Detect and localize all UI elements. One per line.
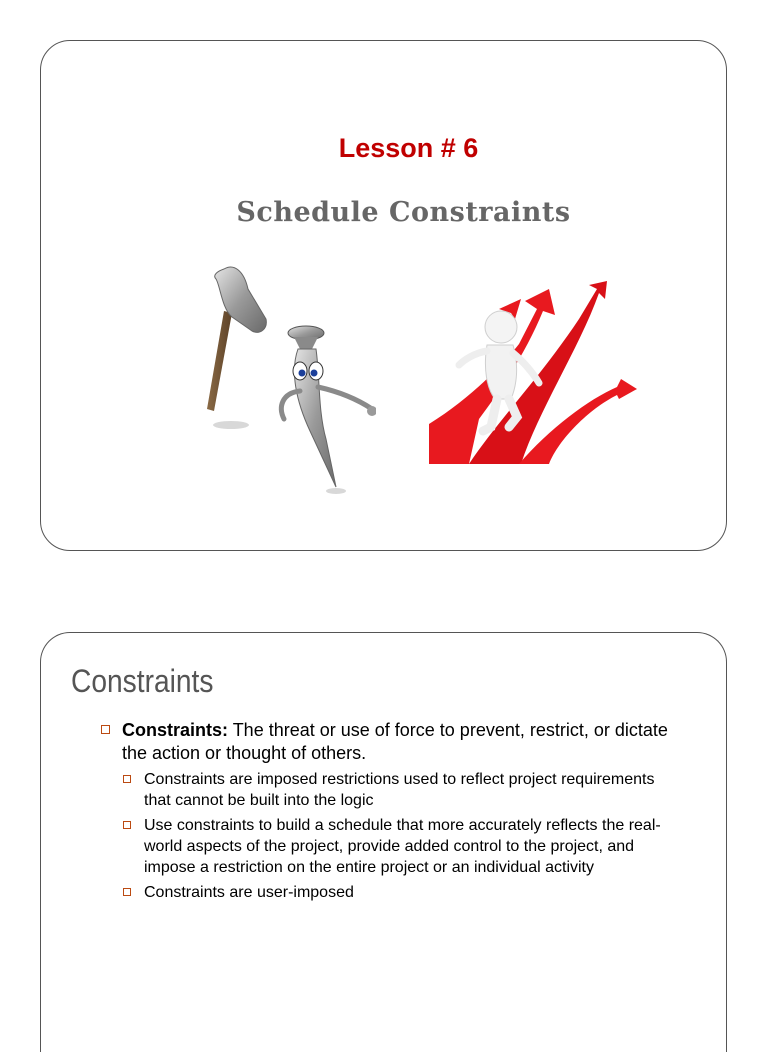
hammer-and-nail-clipart [186, 251, 376, 511]
bullet-text: The threat or use of force to prevent, restrict, or dictate the action or thought of others. [122, 720, 668, 763]
bullet-box-icon [101, 725, 110, 734]
lesson-title: Lesson # 6 [338, 133, 479, 163]
main-bullet [101, 719, 681, 765]
bullet-box-icon [123, 821, 131, 829]
bullet-box-icon [123, 888, 131, 896]
sub-bullet-text: Use constraints to build a schedule that more accurately reflects the real-world aspects of the project, provide added control to the project, and impose a restriction on the entire project or an individual activity [144, 817, 661, 876]
slide-title: Constraints [71, 663, 214, 699]
sub-bullet-text: Constraints are user-imposed [144, 884, 354, 901]
sub-bullet [123, 882, 681, 903]
sub-bullet [123, 769, 681, 811]
title-slide [40, 40, 727, 551]
sub-bullet-text: Constraints are imposed restrictions used to reflect project requirements that cannot be built into the logic [144, 771, 655, 809]
bullet-term: Constraints: [122, 720, 229, 740]
lesson-subtitle: Schedule Constraints [236, 197, 571, 228]
sub-bullet [123, 815, 681, 878]
bullet-list [101, 719, 681, 903]
figure-at-crossroads-clipart [429, 249, 644, 464]
constraints-slide [40, 632, 727, 1052]
bullet-box-icon [123, 775, 131, 783]
